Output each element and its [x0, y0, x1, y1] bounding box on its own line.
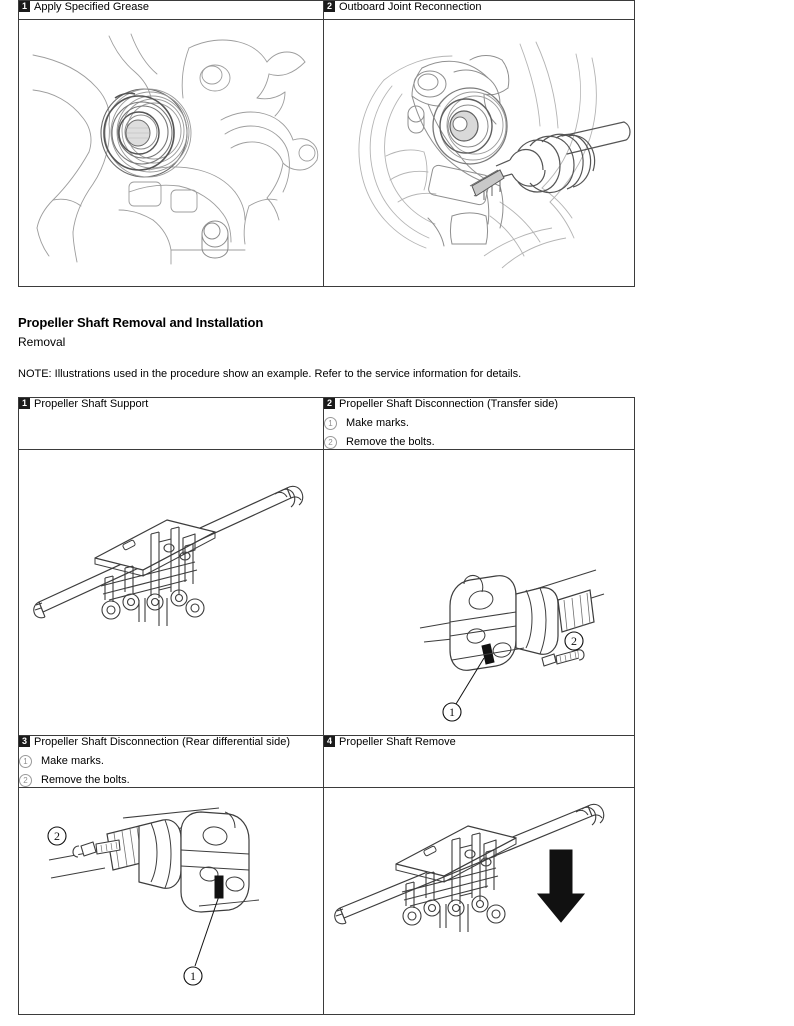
step-title: Propeller Shaft Support: [34, 398, 149, 410]
circled-number-icon: 1: [19, 755, 32, 768]
cell-header-rear-diff-side: [19, 736, 324, 788]
transfer-side-joint-illustration: [324, 450, 634, 735]
step-badge-icon: 2: [324, 398, 335, 409]
circled-number-icon: 2: [324, 436, 337, 449]
table-figure-row: [19, 450, 635, 736]
down-arrow-icon: [538, 850, 584, 922]
step-line: [324, 736, 634, 749]
substep-text: Remove the bolts.: [346, 436, 435, 448]
grease-and-joint-table: [18, 0, 635, 287]
cell-figure-outboard-joint: [324, 20, 635, 287]
circled-number-icon: 2: [19, 774, 32, 787]
section-subtitle: Removal: [18, 335, 66, 349]
cell-header-shaft-remove: [324, 736, 635, 788]
step-title: Apply Specified Grease: [34, 1, 149, 13]
substep-line: [19, 774, 323, 787]
step-badge-icon: 1: [19, 1, 30, 12]
callout-2: [48, 827, 66, 845]
propeller-shaft-support-jack-illustration: [19, 450, 323, 735]
callout-1: [184, 967, 202, 985]
substep-line: [324, 417, 634, 430]
step-title: Outboard Joint Reconnection: [339, 1, 482, 13]
step-line: [19, 398, 323, 411]
cell-header-transfer-side: [324, 398, 635, 450]
step-line: [19, 736, 323, 749]
table-figure-row: [19, 788, 635, 1015]
substep-text: Remove the bolts.: [41, 774, 130, 786]
cell-header-shaft-support: [19, 398, 324, 450]
cell-figure-apply-grease: [19, 20, 324, 287]
step-badge-icon: 3: [19, 736, 30, 747]
step-line: [324, 398, 634, 411]
substep-line: [19, 755, 323, 768]
table-figure-row: [19, 20, 635, 287]
cell-figure-rear-diff-side: [19, 788, 324, 1015]
step-title: Propeller Shaft Disconnection (Rear differential side): [34, 736, 290, 748]
svg-text:2: 2: [54, 829, 60, 843]
propeller-shaft-removal-table: [18, 397, 635, 1015]
substep-text: Make marks.: [41, 755, 104, 767]
table-header-row: [19, 1, 635, 20]
cell-header-outboard-joint: [324, 1, 635, 20]
svg-text:2: 2: [571, 634, 577, 648]
cell-header-apply-grease: [19, 1, 324, 20]
step-title: Propeller Shaft Disconnection (Transfer side): [339, 398, 559, 410]
rear-differential-side-joint-illustration: [19, 788, 323, 1014]
step-badge-icon: 1: [19, 398, 30, 409]
table-header-row: [19, 736, 635, 788]
table-header-row: [19, 398, 635, 450]
step-line: [324, 1, 634, 14]
circled-number-icon: 1: [324, 417, 337, 430]
cell-figure-transfer-side: [324, 450, 635, 736]
cell-figure-shaft-support: [19, 450, 324, 736]
callout-2: [565, 632, 583, 650]
callout-1: [443, 703, 461, 721]
page-title: Propeller Shaft Removal and Installation: [18, 315, 264, 330]
step-badge-icon: 2: [324, 1, 335, 12]
section-note: NOTE: Illustrations used in the procedure show an example. Refer to the service information for details.: [18, 368, 522, 380]
hub-bearing-grease-illustration: [19, 20, 323, 286]
step-line: [19, 1, 323, 14]
svg-text:1: 1: [190, 969, 196, 983]
step-badge-icon: 4: [324, 736, 335, 747]
step-title: Propeller Shaft Remove: [339, 736, 456, 748]
propeller-shaft-remove-illustration: [324, 788, 634, 1014]
substep-line: [324, 436, 634, 449]
outboard-joint-axle-illustration: [324, 20, 634, 286]
svg-text:1: 1: [449, 705, 455, 719]
cell-figure-shaft-remove: [324, 788, 635, 1015]
substep-text: Make marks.: [346, 417, 409, 429]
